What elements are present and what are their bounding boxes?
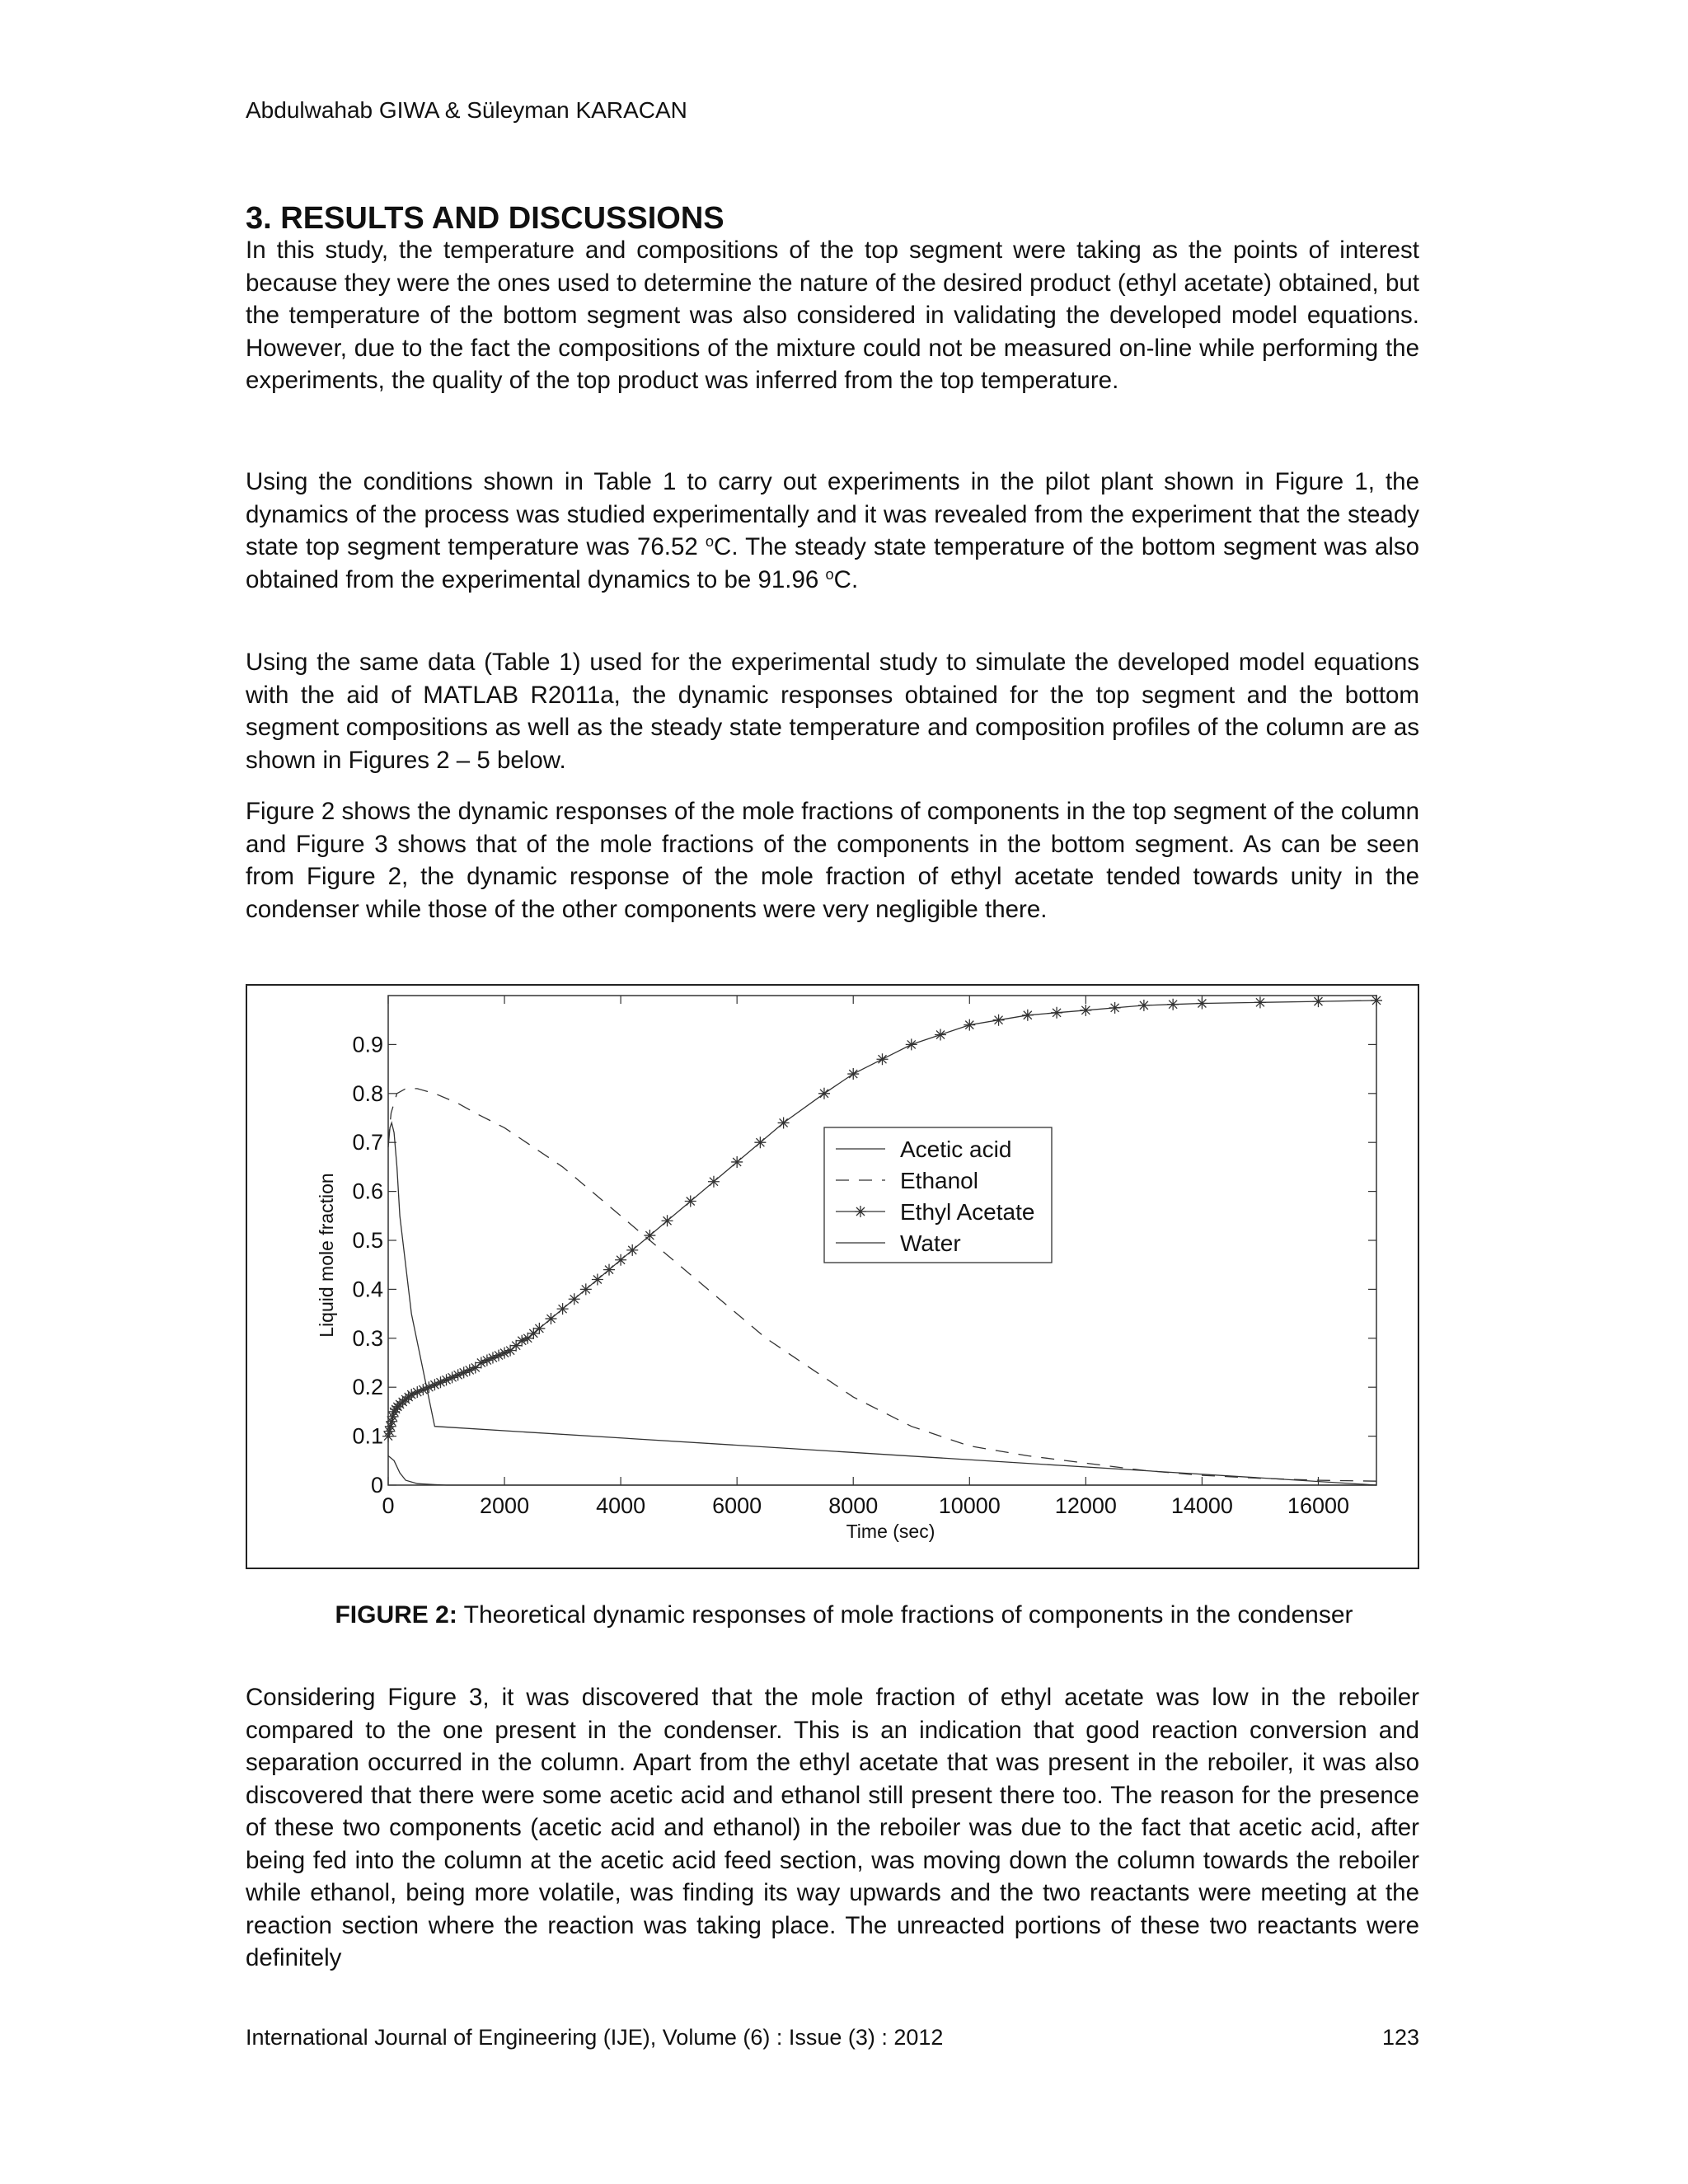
figure-caption: [0, 1601, 1688, 1630]
x-tick-label: 14000: [1170, 1493, 1233, 1518]
x-tick-label: 12000: [1054, 1493, 1117, 1518]
y-tick-label: 0.4: [352, 1277, 383, 1302]
x-tick-label: 2000: [480, 1493, 530, 1518]
data-point-ethyl-acetate: [1022, 1010, 1034, 1021]
data-point-ethyl-acetate: [708, 1176, 720, 1188]
paragraph-2: [246, 466, 1419, 596]
page-number: 123: [1381, 2025, 1419, 2050]
data-point-ethyl-acetate: [754, 1137, 766, 1148]
y-tick-label: 0.7: [352, 1130, 383, 1155]
paragraph-2-part-b: C. The steady state temperature of the bottom segment was also obtained from the experimental dynamics to be 91.96: [246, 533, 1419, 593]
running-head: Abdulwahab GIWA & Süleyman KARACAN: [246, 97, 687, 123]
journal-citation: International Journal of Engineering (IJE), Volume (6) : Issue (3) : 2012: [246, 2025, 944, 2050]
tick-labels: [352, 1032, 1349, 1518]
data-point-ethyl-acetate: [545, 1313, 556, 1324]
data-point-ethyl-acetate: [993, 1015, 1005, 1026]
y-tick-label: 0.5: [352, 1228, 383, 1253]
data-point-ethyl-acetate: [1312, 996, 1324, 1007]
legend: [824, 1127, 1052, 1263]
data-point-ethyl-acetate: [644, 1230, 655, 1241]
degree-symbol: o: [705, 532, 715, 550]
series-acetic-acid: [388, 1455, 1376, 1485]
y-tick-label: 0.9: [352, 1032, 383, 1057]
data-point-ethyl-acetate: [533, 1323, 545, 1334]
y-tick-label: 0: [370, 1473, 383, 1497]
paragraph-4: Figure 2 shows the dynamic responses of the mole fractions of components in the top segment of the column and Figure 3 shows that of the mole fractions of the components in the bottom segment. As can be seen from Figure 2, the dynamic response of the mole fraction of ethyl acetate tended towards unity in the condenser while those of the other components were very negligible there.: [246, 798, 1419, 923]
legend-marker-ethyl-acetate: [855, 1206, 866, 1217]
data-point-ethyl-acetate: [603, 1264, 615, 1276]
data-point-ethyl-acetate: [470, 1361, 481, 1373]
legend-label-acetic-acid: Acetic acid: [900, 1137, 1012, 1162]
legend-label-ethanol: Ethanol: [900, 1168, 978, 1193]
data-point-ethyl-acetate: [528, 1328, 539, 1339]
x-axis-label: Time (sec): [846, 1521, 935, 1542]
data-point-ethyl-acetate: [906, 1038, 917, 1050]
y-tick-label: 0.6: [352, 1179, 383, 1204]
figure-frame: [246, 984, 1419, 1569]
x-tick-label: 4000: [596, 1493, 646, 1518]
x-tick-label: 0: [382, 1493, 395, 1518]
paragraph-2-part-c: C.: [833, 565, 859, 593]
data-point-ethyl-acetate: [580, 1283, 592, 1295]
caption-text: Theoretical dynamic responses of mole fractions of components in the condenser: [457, 1601, 1353, 1629]
x-tick-label: 10000: [938, 1493, 1001, 1518]
y-tick-label: 0.2: [352, 1375, 383, 1400]
data-point-ethyl-acetate: [1371, 995, 1382, 1006]
data-point-ethyl-acetate: [504, 1345, 516, 1357]
data-point-ethyl-acetate: [615, 1254, 626, 1266]
data-point-ethyl-acetate: [1080, 1005, 1091, 1016]
degree-symbol: o: [825, 565, 834, 583]
data-point-ethyl-acetate: [847, 1068, 859, 1080]
legend-label-ethyl-acetate: Ethyl Acetate: [900, 1199, 1035, 1225]
x-tick-label: 6000: [712, 1493, 762, 1518]
series-line-acetic-acid: [388, 1455, 1376, 1485]
data-point-ethyl-acetate: [1167, 999, 1179, 1010]
data-point-ethyl-acetate: [569, 1293, 580, 1305]
data-point-ethyl-acetate: [522, 1333, 533, 1344]
data-point-ethyl-acetate: [1196, 998, 1207, 1010]
paragraph-1: In this study, the temperature and compositions of the top segment were taking as the points of interest because they were the ones used to determine the nature of the desired product (ethyl acetate) obtained, but the temperature of the bottom segment was also considered in validating the developed model equations. However, due to the fact the compositions of the mixture could not be measured on-line while performing the experiments, the quality of the top product was inferred from the top temperature.: [246, 237, 1419, 394]
data-point-ethyl-acetate: [778, 1117, 790, 1128]
x-tick-label: 16000: [1287, 1493, 1350, 1518]
paragraph-2-part-a: Using the conditions shown in Table 1 to carry out experiments in the pilot plant shown in Figure 1, the dynamics of the process was studied experimentally and it was revealed from the experiment that the steady state top segment temperature was 76.52: [246, 468, 1419, 560]
data-point-ethyl-acetate: [1254, 996, 1266, 1008]
data-point-ethyl-acetate: [557, 1303, 569, 1315]
x-tick-label: 8000: [828, 1493, 879, 1518]
y-axis-label: Liquid mole fraction: [316, 1173, 337, 1338]
paragraph-5: Considering Figure 3, it was discovered that the mole fraction of ethyl acetate was low in the reboiler compared to the one present in the condenser. This is an indication that good reaction conversion and separation occurred in the column. Apart from the ethyl acetate that was present in the reboiler, it was also discovered that there were some acetic acid and ethanol still present there too. The reason for the presence of these two components (acetic acid and ethanol) in the reboiler was due to the fact that acetic acid, after being fed into the column at the acetic acid feed section, was moving down the column towards the reboiler while ethanol, being more volatile, was finding its way upwards and the two reactants were meeting at the reaction section where the reaction was taking place. The unreacted portions of these two reactants were definitely: [246, 1684, 1419, 1971]
data-point-ethyl-acetate: [964, 1019, 975, 1031]
data-point-ethyl-acetate: [685, 1195, 696, 1207]
data-point-ethyl-acetate: [1109, 1002, 1121, 1014]
data-point-ethyl-acetate: [818, 1088, 830, 1099]
y-tick-label: 0.1: [352, 1423, 383, 1449]
legend-label-water: Water: [900, 1230, 961, 1256]
data-point-ethyl-acetate: [662, 1215, 673, 1226]
y-tick-label: 0.3: [352, 1325, 383, 1351]
caption-label: FIGURE 2:: [335, 1601, 457, 1629]
section-title: 3. RESULTS AND DISCUSSIONS: [246, 201, 724, 236]
data-point-ethyl-acetate: [731, 1156, 743, 1168]
data-point-ethyl-acetate: [1051, 1007, 1062, 1019]
data-point-ethyl-acetate: [592, 1274, 603, 1286]
paragraph-3: Using the same data (Table 1) used for the experimental study to simulate the developed model equations with the aid of MATLAB R2011a, the dynamic responses obtained for the top segment and the bottom segment compositions as well as the steady state temperature and composition profiles of the column are as shown in Figures 2 – 5 below.: [246, 649, 1419, 774]
y-tick-label: 0.8: [352, 1080, 383, 1106]
data-point-ethyl-acetate: [626, 1244, 638, 1256]
data-point-ethyl-acetate: [935, 1029, 946, 1041]
data-point-ethyl-acetate: [877, 1053, 889, 1065]
data-point-ethyl-acetate: [510, 1340, 522, 1352]
line-chart: [247, 986, 1418, 1568]
data-point-ethyl-acetate: [1138, 1000, 1150, 1011]
